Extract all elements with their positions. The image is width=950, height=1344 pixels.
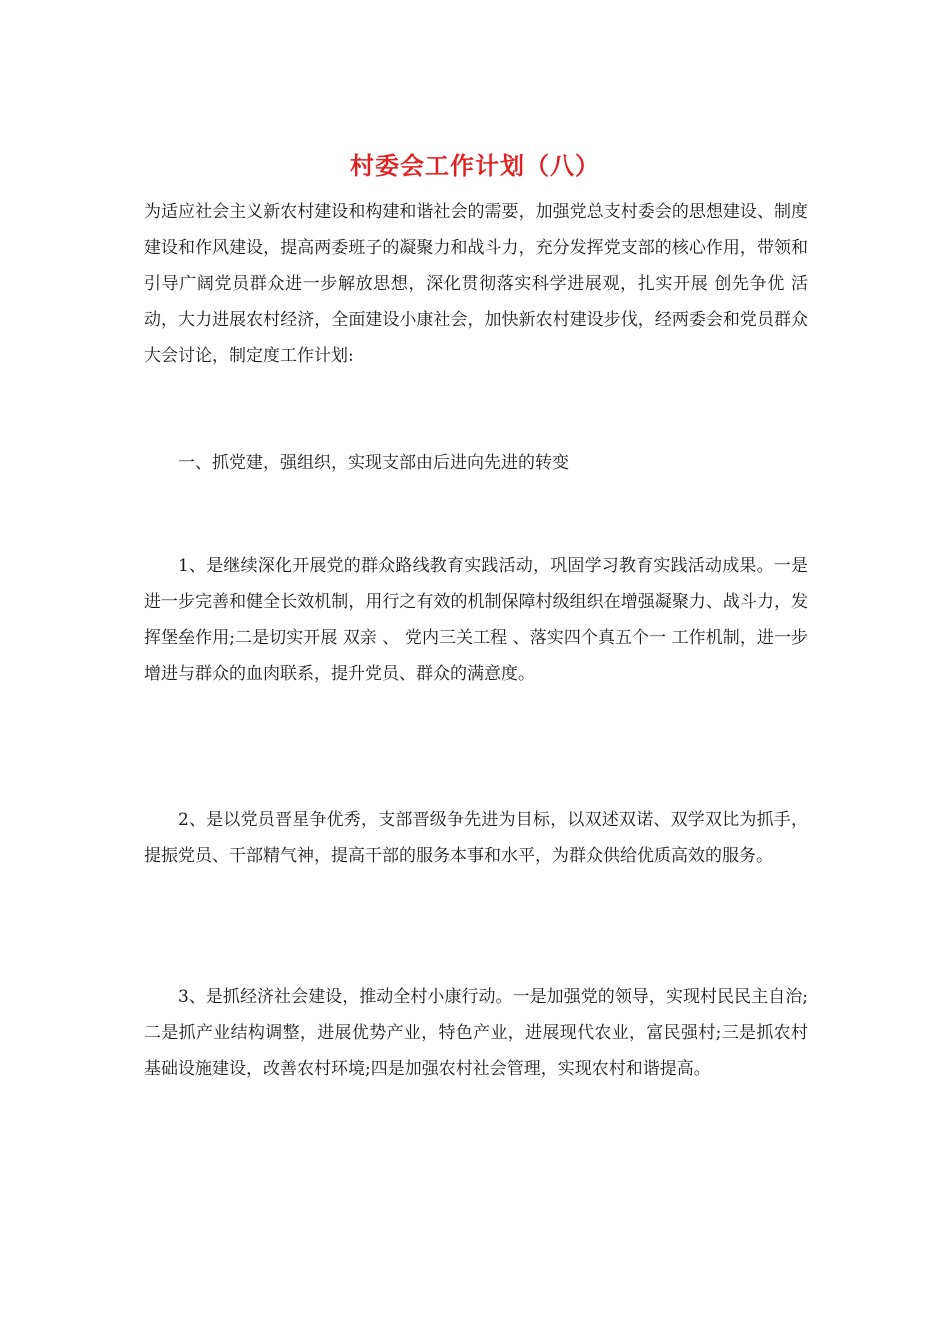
paragraph-3: 3、是抓经济社会建设，推动全村小康行动。一是加强党的领导，实现村民民主自治;二是抓产业结构调整，进展优势产业，特色产业，进展现代农业，富民强村;三是抓农村基础设施建设，改善农村环境;四是加强农村社会管理，实现农村和谐提高。 — [144, 987, 808, 1079]
paragraph-1: 1、是继续深化开展党的群众路线教育实践活动，巩固学习教育实践活动成果。一是进一步完善和健全长效机制，用行之有效的机制保障村级组织在增强凝聚力、战斗力，发挥堡垒作用;二是切实开展 双亲 、 党内三关工程 、落实四个真五个一 工作机制，进一步增进与群众的血肉联系，提升党员、群众的满意度。 — [144, 556, 808, 684]
section-heading: 一、抓党建，强组织，实现支部由后进向先进的转变 — [178, 453, 569, 473]
intro-paragraph: 为适应社会主义新农村建设和构建和谐社会的需要，加强党总支村委会的思想建设、制度建设和作风建设，提高两委班子的凝聚力和战斗力，充分发挥党支部的核心作用，带领和引导广阔党员群众进一步解放思想，深化贯彻落实科学进展观，扎实开展 创先争优 活动，大力进展农村经济，全面建设小康社会，加快新农村建设步伐，经两委会和党员群众大会讨论，制定度工作计划: — [144, 202, 808, 366]
paragraph-2: 2、是以党员晋星争优秀，支部晋级争先进为目标，以双述双诺、双学双比为抓手，提振党员、干部精气神，提高干部的服务本事和水平，为群众供给优质高效的服务。 — [144, 810, 808, 866]
document-title: 村委会工作计划（八） — [350, 151, 600, 180]
